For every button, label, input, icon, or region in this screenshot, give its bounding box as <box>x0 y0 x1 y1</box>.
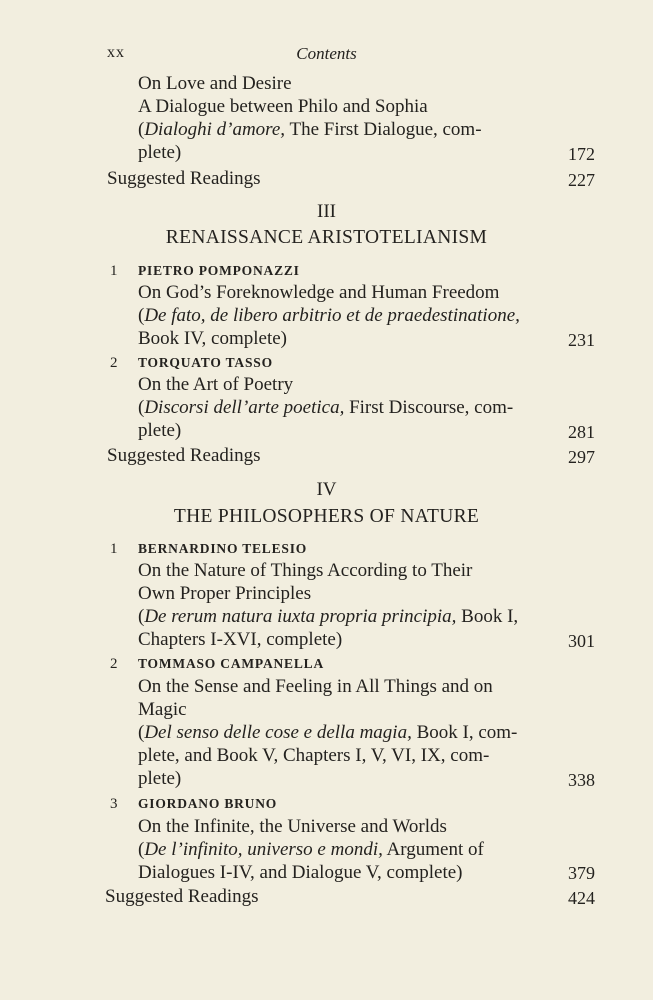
work-source: (Del senso delle cose e della magia, Book I, com- <box>138 722 518 743</box>
author-name: BERNARDINO TELESIO <box>138 541 308 556</box>
work-title: On the Nature of Things According to Their <box>138 560 473 581</box>
work-source-cont: Book IV, complete) <box>138 328 287 349</box>
entry-number: 2 <box>110 656 118 672</box>
source-title: De fato, de libero arbitrio et de praedestinatione, <box>144 305 520 326</box>
work-title: On the Infinite, the Universe and Worlds <box>138 816 447 837</box>
source-title: Discorsi dell’arte poetica, <box>144 397 345 418</box>
author-name: GIORDANO BRUNO <box>138 796 278 811</box>
work-source: (De fato, de libero arbitrio et de praedestinatione, <box>138 305 520 326</box>
work-source-cont: plete) <box>138 768 182 789</box>
work-source: (Dialoghi d’amore, The First Dialogue, com- <box>138 119 482 140</box>
page-ref: 231 <box>568 330 595 350</box>
work-title: On God’s Foreknowledge and Human Freedom <box>138 282 500 303</box>
page-ref: 424 <box>568 888 595 908</box>
entry-number: 1 <box>110 263 118 279</box>
work-title: On the Sense and Feeling in All Things and on <box>138 676 493 697</box>
suggested-readings: Suggested Readings <box>105 886 259 907</box>
suggested-readings: Suggested Readings <box>107 445 261 466</box>
author-name: TORQUATO TASSO <box>138 355 273 370</box>
page-ref: 297 <box>568 447 595 467</box>
source-title: De l’infinito, universo e mondi, <box>144 839 383 860</box>
source-title: Dialoghi d’amore, <box>144 119 286 140</box>
entry-number: 2 <box>110 355 118 371</box>
entry-number: 1 <box>110 541 118 557</box>
work-source-cont: plete, and Book V, Chapters I, V, VI, IX, com- <box>138 745 490 766</box>
suggested-readings: Suggested Readings <box>107 168 261 189</box>
author-name: TOMMASO CAMPANELLA <box>138 656 325 671</box>
work-source: (De rerum natura iuxta propria principia, Book I, <box>138 606 519 627</box>
work-title: On the Art of Poetry <box>138 374 294 395</box>
source-title: Del senso delle cose e della magia, <box>144 722 412 743</box>
page-ref: 172 <box>568 144 595 164</box>
work-source-cont: Dialogues I-IV, and Dialogue V, complete) <box>138 862 463 883</box>
part-title: RENAISSANCE ARISTOTELIANISM <box>165 227 488 248</box>
entry-number: 3 <box>110 796 118 812</box>
work-source-cont: plete) <box>138 420 182 441</box>
author-name: PIETRO POMPONAZZI <box>138 263 300 278</box>
running-title: Contents <box>296 44 357 63</box>
part-title: THE PHILOSOPHERS OF NATURE <box>173 506 480 527</box>
work-source-cont: Chapters I-XVI, complete) <box>138 629 343 650</box>
work-subtitle: A Dialogue between Philo and Sophia <box>138 96 428 117</box>
work-source-cont: plete) <box>138 142 182 163</box>
page-ref: 301 <box>568 631 595 651</box>
work-title-cont: Magic <box>138 699 187 720</box>
page-ref: 379 <box>568 863 595 883</box>
page-ref: 281 <box>568 422 595 442</box>
page-number: xx <box>107 44 125 61</box>
page-ref: 338 <box>568 770 595 790</box>
running-header <box>0 44 653 66</box>
work-source: (De l’infinito, universo e mondi, Argument of <box>138 839 484 860</box>
part-numeral: IV <box>316 479 337 500</box>
work-title-cont: Own Proper Principles <box>138 583 312 604</box>
page-ref: 227 <box>568 170 595 190</box>
work-title: On Love and Desire <box>138 73 292 94</box>
part-numeral: III <box>317 201 336 222</box>
work-source: (Discorsi dell’arte poetica, First Discourse, com- <box>138 397 514 418</box>
source-title: De rerum natura iuxta propria principia, <box>144 606 457 627</box>
